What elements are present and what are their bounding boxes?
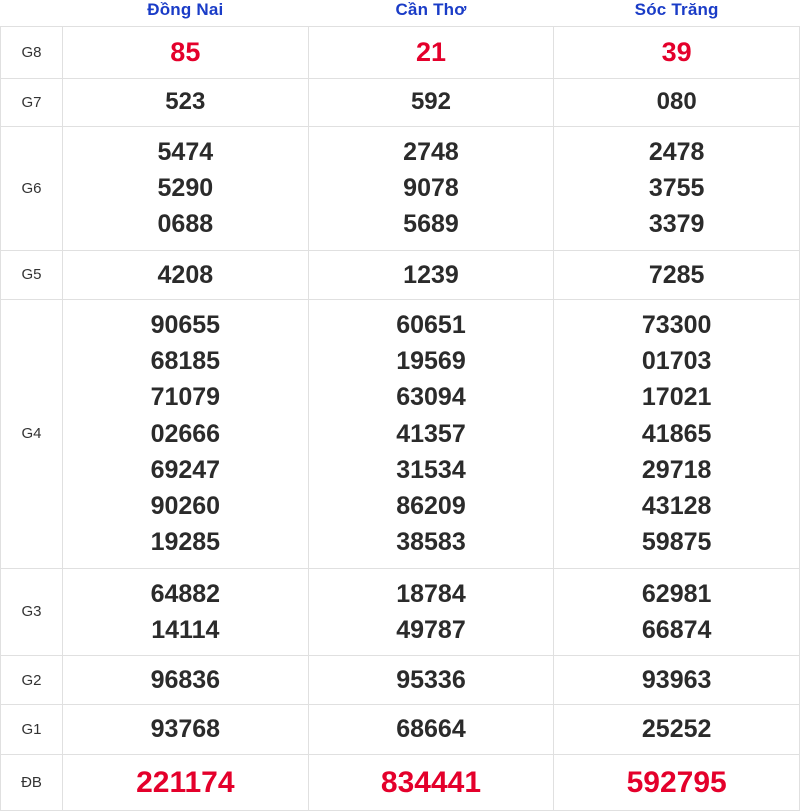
prize-numbers-cell: [554, 27, 800, 79]
prize-number: 41357: [396, 419, 466, 448]
prize-numbers-cell: [308, 656, 554, 705]
table-row: [1, 568, 800, 656]
table-header-row: [1, 0, 800, 27]
prize-number: 68185: [150, 347, 221, 376]
prize-numbers-cell: [554, 250, 800, 299]
prize-numbers-cell: [554, 705, 800, 754]
prize-number: 69247: [150, 455, 221, 484]
prize-numbers-cell: [63, 299, 309, 568]
prize-number: 9078: [403, 174, 459, 203]
prize-label: G2: [1, 656, 63, 705]
prize-label: G6: [1, 126, 63, 250]
prize-number: 41865: [641, 419, 712, 448]
prize-number: 7285: [648, 260, 705, 289]
prize-number: 38583: [396, 528, 466, 557]
prize-label-column-header: [1, 0, 63, 27]
prize-number: 90655: [150, 310, 221, 339]
prize-label: G3: [1, 568, 63, 656]
prize-number: 49787: [396, 615, 466, 644]
prize-number: 66874: [641, 615, 712, 644]
prize-numbers-cell: [63, 705, 309, 754]
prize-number: 85: [170, 37, 201, 67]
province-header-1[interactable]: Cần Thơ: [395, 0, 467, 19]
prize-number: 834441: [380, 765, 482, 799]
prize-number: 29718: [641, 455, 712, 484]
prize-number: 592: [410, 88, 451, 116]
table-body: [1, 27, 800, 811]
prize-number: 63094: [396, 383, 466, 412]
prize-label: G1: [1, 705, 63, 754]
prize-number: 31534: [396, 455, 466, 484]
prize-label: G8: [1, 27, 63, 79]
prize-numbers-cell: [554, 79, 800, 127]
prize-numbers-cell: [308, 250, 554, 299]
prize-number: 1239: [403, 260, 459, 289]
prize-number: 71079: [150, 383, 221, 412]
prize-numbers-cell: [554, 656, 800, 705]
province-header-2[interactable]: Sóc Trăng: [634, 0, 719, 19]
prize-numbers-cell: [63, 126, 309, 250]
prize-numbers-cell: [308, 126, 554, 250]
prize-numbers-cell: [63, 250, 309, 299]
prize-label: G5: [1, 250, 63, 299]
table-header: [1, 0, 800, 27]
prize-numbers-cell: [63, 754, 309, 811]
prize-number: 39: [661, 37, 692, 67]
table-row: [1, 250, 800, 299]
prize-number: 080: [656, 88, 697, 116]
prize-numbers-cell: [63, 656, 309, 705]
prize-number: 221174: [136, 765, 235, 799]
prize-number: 02666: [150, 419, 221, 448]
prize-number: 2748: [403, 137, 459, 166]
prize-label: G4: [1, 299, 63, 568]
prize-number: 96836: [150, 666, 221, 695]
prize-number: 4208: [157, 260, 214, 289]
prize-number: 18784: [396, 579, 466, 608]
prize-numbers-cell: [308, 79, 554, 127]
prize-numbers-cell: [308, 568, 554, 656]
prize-number: 93768: [150, 715, 221, 744]
prize-number: 14114: [151, 615, 220, 644]
prize-number: 73300: [641, 310, 712, 339]
prize-number: 19285: [150, 528, 221, 557]
prize-number: 68664: [396, 715, 466, 744]
prize-numbers-cell: [554, 568, 800, 656]
table-row: [1, 299, 800, 568]
prize-number: 59875: [641, 528, 712, 557]
prize-number: 17021: [641, 383, 712, 412]
table-row: [1, 79, 800, 127]
prize-number: 21: [415, 37, 446, 67]
prize-number: 5290: [157, 174, 214, 203]
prize-number: 90260: [150, 492, 221, 521]
prize-number: 523: [165, 88, 206, 116]
prize-label: ĐB: [1, 754, 63, 811]
prize-numbers-cell: [554, 299, 800, 568]
prize-numbers-cell: [554, 754, 800, 811]
prize-number: 3379: [648, 210, 705, 239]
table-row: [1, 754, 800, 811]
prize-number: 25252: [641, 715, 712, 744]
prize-number: 19569: [396, 347, 466, 376]
prize-numbers-cell: [63, 27, 309, 79]
prize-numbers-cell: [308, 27, 554, 79]
prize-numbers-cell: [308, 754, 554, 811]
prize-number: 5474: [157, 137, 214, 166]
prize-numbers-cell: [554, 126, 800, 250]
prize-number: 43128: [641, 492, 712, 521]
table-row: [1, 705, 800, 754]
prize-numbers-cell: [63, 79, 309, 127]
prize-number: 0688: [157, 210, 214, 239]
prize-numbers-cell: [308, 299, 554, 568]
prize-numbers-cell: [63, 568, 309, 656]
table-row: [1, 126, 800, 250]
prize-number: 62981: [641, 579, 712, 608]
prize-number: 5689: [403, 210, 459, 239]
table-row: [1, 27, 800, 79]
prize-numbers-cell: [308, 705, 554, 754]
prize-number: 86209: [396, 492, 466, 521]
prize-number: 592795: [626, 765, 727, 799]
prize-number: 93963: [641, 666, 712, 695]
prize-number: 64882: [150, 579, 221, 608]
prize-label: G7: [1, 79, 63, 127]
prize-number: 01703: [641, 347, 712, 376]
prize-number: 3755: [648, 174, 705, 203]
prize-number: 95336: [396, 666, 466, 695]
province-header-0[interactable]: Đồng Nai: [147, 0, 224, 19]
prize-number: 2478: [648, 137, 705, 166]
prize-number: 60651: [396, 310, 466, 339]
table-row: [1, 656, 800, 705]
